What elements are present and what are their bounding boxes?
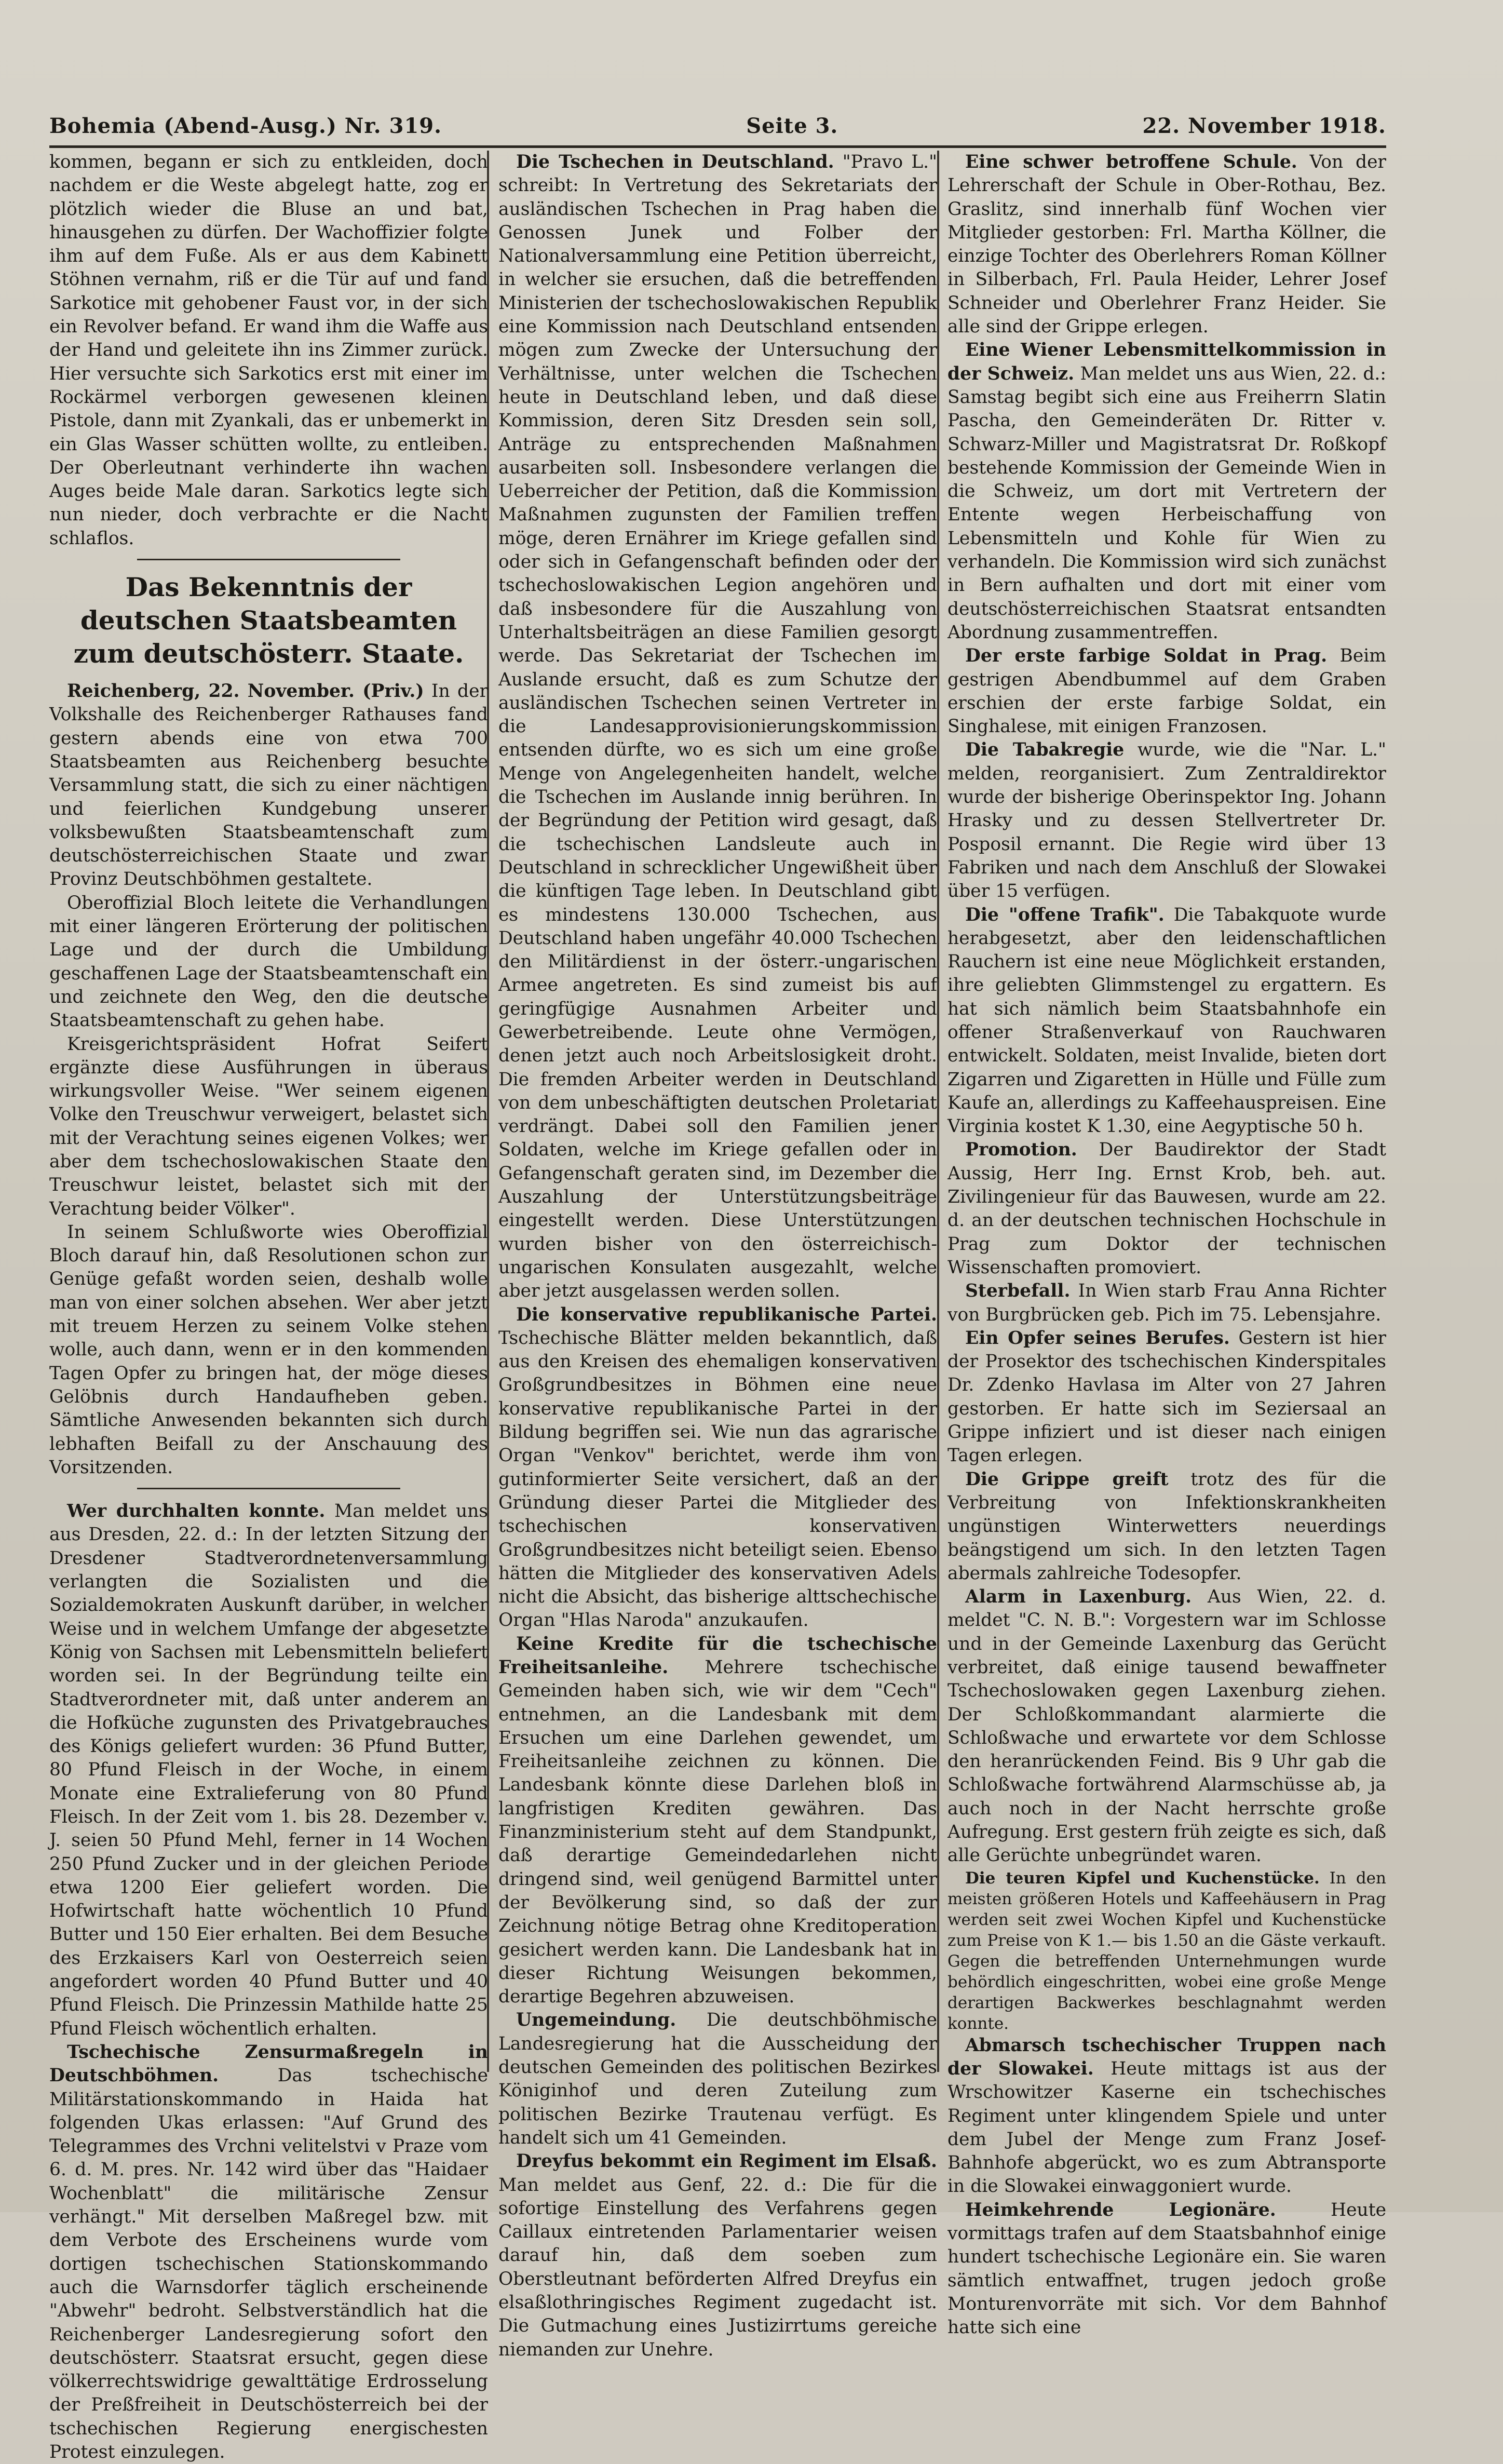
article-text: Das tschechische Militärstationskommando in Haida hat folgenden Ukas erlassen: "Auf Grund des Telegrammes des Vrchni velitelstvi v Praze vom 6. d. M. pres. Nr. 142 wird über das "Haidaer Wochenblatt" die militärische Zensur verhängt." Mit derselben Maßregel bzw. mit dem Verbote des Erscheinens wurde vom dortigen tschechischen Stationskommando auch die Warnsdorfer täglich erscheinende "Abwehr" bedroht. Selbstverständlich hat die Reichenberger Landesregierung sofort den deutschösterr. Staatsrat ersucht, gegen diese völkerrechtswidrige gewalttätige Erdrosselung der Preßfreiheit in Deutschösterreich bei der tschechischen Regierung energischesten Protest einzulegen. [49, 2065, 488, 2463]
article-lead: Keine Kredite für die tschechische Freiheitsanleihe. [498, 1633, 937, 1678]
issue-date: 22. November 1918. [1142, 114, 1386, 138]
article-paragraph [947, 904, 1386, 1139]
article-paragraph [49, 2041, 488, 2464]
article-paragraph [498, 1633, 937, 2009]
article-separator [137, 1488, 400, 1489]
article-paragraph [947, 339, 1386, 644]
article-text: Die deutschböhmische Landesregierung hat die Ausscheidung der deutschen Gemeinden des politischen Bezirkes Königinhof und deren Zuteilung zum politischen Bezirke Trautenau verfügt. Es handelt sich um 41 Gemeinden. [498, 2010, 937, 2148]
article-lead: Eine Wiener Lebensmittelkommission in der Schweiz. [947, 340, 1386, 384]
column-3 [947, 151, 1387, 2338]
column-1 [49, 151, 488, 2463]
article-paragraph [947, 644, 1386, 738]
article-paragraph [498, 2150, 937, 2362]
article-text: trotz des für die Verbreitung von Infektionskrankheiten ungünstigen Winterwetters neuerdings beängstigend um sich. In den letzten Tagen abermals zahlreiche Todesopfer. [947, 1469, 1386, 1584]
article-lead: Sterbefall. [965, 1281, 1071, 1302]
article-lead: Ungemeindung. [516, 2010, 676, 2031]
article-paragraph [498, 151, 937, 1303]
article-text: In der Volkshalle des Reichenberger Rathauses fand gestern abends eine von etwa 700 Staatsbeamten aus Reichenberg besuchte Versammlung statt, die sich zu einer nächtigen und feierlichen Kundgebung unserer volksbewußten Staatsbeamtenschaft zum deutschösterreichischen Staate und zwar Provinz Deutschböhmen gestaltete. [49, 681, 488, 890]
article-paragraph [947, 1327, 1386, 1468]
article-lead: Die Grippe greift [965, 1469, 1169, 1490]
article-paragraph [49, 1033, 488, 1221]
article-text: Oberoffizial Bloch leitete die Verhandlungen mit einer längeren Erörterung der politischen Lage und der durch die Umbildung geschaffenen Lage der Staatsbeamtenschaft ein und zeichnete den Weg, den die deutsche Staatsbeamtenschaft zu gehen habe. [49, 892, 488, 1031]
article-text: In Wien starb Frau Anna Richter von Burgbrücken geb. Pich im 75. Lebensjahre. [947, 1281, 1386, 1325]
article-paragraph [947, 2034, 1386, 2199]
article-text: Aus Wien, 22. d. meldet "C. N. B.": Vorgestern war im Schlosse und in der Gemeinde Laxenburg das Gerücht verbreitet, daß einige tausend bewaffneter Tschechoslowaken gegen Laxenburg ziehen. Der Schloßkommandant alarmierte die Schloßwache und erwartete vor dem Schlosse den heranrückenden Feind. Bis 9 Uhr gab die Schloßwache fortwährend Alarmschüsse ab, ja auch noch in der Nacht herrschte große Aufregung. Erst gestern früh zeigte es sich, daß alle Gerüchte unbegründet waren. [947, 1586, 1386, 1866]
article-text: Von der Lehrerschaft der Schule in Ober-Rothau, Bez. Graslitz, sind innerhalb fünf Wochen vier Mitglieder gestorben: Frl. Martha Köllner, die einzige Tochter des Oberlehrers Roman Köllner in Silberbach, Frl. Paula Heider, Lehrer Josef Schneider und Oberlehrer Franz Heider. Sie alle sind der Grippe erlegen. [947, 152, 1386, 338]
article-paragraph [947, 1138, 1386, 1280]
masthead-edition: Bohemia (Abend-Ausg.) Nr. 319. [49, 114, 442, 138]
article-lead: Die konservative republikanische Partei. [516, 1304, 937, 1325]
article-text: Die Tabakquote wurde herabgesetzt, aber den leidenschaftlichen Rauchern ist eine neue Möglichkeit erstanden, ihre geliebten Glimmstengel zu ergattern. Es hat sich nämlich beim Staatsbahnhofe ein offener Straßenverkauf von Rauchwaren entwickelt. Soldaten, meist Invalide, bieten dort Zigarren und Zigaretten in Hülle und Fülle zum Kaufe an, allerdings zu Kaffeehauspreisen. Eine Virginia kostet K 1.30, eine Aegyptische 50 h. [947, 904, 1387, 1137]
article-lead: Die "offene Trafik". [965, 904, 1165, 925]
article-lead: Die teuren Kipfel und Kuchenstücke. [965, 1868, 1320, 1888]
article-lead: Die Tschechen in Deutschland. [516, 152, 834, 172]
article-text: Heute mittags ist aus der Wrschowitzer Kaserne ein tschechisches Regiment unter klingendem Spiele und unter dem Jubel der Menge zum Franz Josef-Bahnhofe abgerückt, wo es zum Abtransporte in die Slowakei einwaggoniert wurde. [947, 2058, 1386, 2197]
article-text: Beim gestrigen Abendbummel auf dem Graben erschien der erste farbige Soldat, ein Singhalese, mit einigen Franzosen. [947, 645, 1386, 737]
article-paragraph [49, 1500, 488, 2041]
article-paragraph [49, 892, 488, 1033]
article-paragraph [498, 2009, 937, 2150]
article-text: Tschechische Blätter melden bekanntlich, daß aus den Kreisen des ehemaligen konservativen Großgrundbesitzes in Böhmen eine neue konservative republikanische Partei in der Bildung begriffen sei. Wie nun das agrarische Organ "Venkov" berichtet, werde ihm von gutinformierter Seite versichert, daß an der Gründung dieser Partei die Mitglieder des tschechischen konservativen Großgrundbesitzes nicht beteiligt seien. Ebenso hätten die Mitglieder des konservativen Adels nicht die Absicht, das bisherige alttschechische Organ "Hlas Naroda" anzukaufen. [498, 1327, 937, 1631]
article-text: "Pravo L." schreibt: In Vertretung des Sekretariats der ausländischen Tschechen in Prag haben die Genossen Junek und Folber der Nationalversammlung eine Petition überreicht, in welcher sie ersuchen, daß die betreffenden Ministerien der tschechoslowakischen Republik eine Kommission nach Deutschland entsenden mögen zum Zwecke der Untersuchung der Verhältnisse, unter welchen die Tschechen heute in Deutschland leben, und daß diese Kommission, deren Sitz Dresden sein soll, Anträge zu entsprechenden Maßnahmen ausarbeiten soll. Insbesondere verlangen die Ueberreicher der Petition, daß die Kommission Maßnahmen zugunsten der Familien treffen möge, deren Ernährer im Kriege gefallen sind oder sich in Gefangenschaft befinden oder der tschechoslowakischen Legion angehören und daß insbesondere für die Auszahlung von Unterhaltsbeiträgen an diese Familien gesorgt werde. Das Sekretariat der Tschechen im Auslande ersucht, daß es zum Schutze der ausländischen Tschechen seinen Vertreter in die Landesapprovisionierungskommission entsenden dürfte, wo es sich um eine große Menge von Angelegenheiten handelt, welche die Tschechen im Auslande innig berühren. In der Begründung der Petition wird gesagt, daß die tschechischen Landsleute auch in Deutschland in schrecklicher Ungewißheit über die künftigen Tage leben. In Deutschland gibt es mindestens 130.000 Tschechen, aus Deutschland haben ungefähr 40.000 Tschechen den Militärdienst in der österr.-ungarischen Armee angetreten. Es sind zumeist bis auf geringfügige Ausnahmen Arbeiter und Gewerbetreibende. Leute ohne Vermögen, denen jetzt auch noch Arbeitslosigkeit droht. Die fremden Arbeiter werden in Deutschland von dem unbeschäftigten deutschen Proletariat verdrängt. Dabei soll den Familien jener Soldaten, welche im Kriege gefallen oder in Gefangenschaft geraten sind, im Dezember die Auszahlung der Unterstützungsbeiträge eingestellt werden. Diese Unterstützungen wurden bisher von den österreichisch-ungarischen Konsulaten ausgezahlt, welche aber jetzt ausgelassen werden sollen. [498, 152, 937, 1302]
article-text: Gestern ist hier der Prosektor des tschechischen Kinderspitales Dr. Zdenko Havlasa im Alter von 27 Jahren gestorben. Er hatte sich im Seziersaal an Grippe infiziert und ist dieser nach einigen Tagen erlegen. [947, 1327, 1386, 1466]
article-lead: Dreyfus bekommt ein Regiment im Elsaß. [516, 2151, 937, 2172]
article-lead: Eine schwer betroffene Schule. [965, 152, 1297, 172]
column-2 [498, 151, 937, 2360]
article-paragraph [947, 151, 1386, 339]
article-lead: Ein Opfer seines Berufes. [965, 1327, 1230, 1349]
article-text: Man meldet uns aus Wien, 22. d.: Samstag begibt sich eine aus Freiherrn Slatin Pascha, den Gemeinderäten Dr. Ritter v. Schwarz-Miller und Magistratsrat Dr. Roßkopf bestehende Kommission der Gemeinde Wien in die Schweiz, um dort mit Vertretern der Entente wegen Herbeischaffung von Lebensmitteln und Kohle für Wien zu verhandeln. Die Kommission wird sich zunächst in Bern aufhalten und dort mit einer vom deutschösterreichischen Staatsrat entsandten Abordnung zusammentreffen. [947, 363, 1386, 643]
article-text: Man meldet uns aus Dresden, 22. d.: In der letzten Sitzung der Dresdener Stadtverordnetenversammlung verlangten die Sozialisten und die Sozialdemokraten Auskunft darüber, in welcher Weise und in welchem Umfange der abgesetzte König von Sachsen mit Lebensmitteln beliefert worden sei. In der Begründung teilte ein Stadtverordneter mit, daß unter anderem an die Hofküche zugunsten des Privatgebrauches des Königs geliefert wurden: 36 Pfund Butter, 80 Pfund Fleisch in der Woche, in einem Monate eine Extralieferung von 80 Pfund Fleisch. In der Zeit vom 1. bis 28. Dezember v. J. seien 50 Pfund Mehl, ferner in 14 Wochen 250 Pfund Zucker und in der gleichen Periode etwa 1200 Eier geliefert worden. Die Hofwirtschaft hatte wöchentlich 10 Pfund Butter und 150 Eier erhalten. Bei dem Besuche des Erzkaisers Karl von Oesterreich seien angefordert worden 40 Pfund Butter und 40 Pfund Fleisch. Die Prinzessin Mathilde hatte 25 Pfund Fleisch wöchentlich erhalten. [49, 1501, 488, 2039]
article-lead: Reichenberg, 22. November. (Priv.) [67, 681, 424, 702]
article-paragraph [947, 1868, 1386, 2034]
article-text: Der Baudirektor der Stadt Aussig, Herr Ing. Ernst Krob, beh. aut. Zivilingenieur für das Bauwesen, wurde am 22. d. an der deutschen technischen Hochschule in Prag zum Doktor der technischen Wissenschaften promoviert. [947, 1139, 1386, 1278]
article-paragraph [49, 680, 488, 892]
article-paragraph [947, 738, 1386, 903]
column-rule-2 [937, 151, 939, 2072]
article-lead: Alarm in Laxenburg. [965, 1586, 1192, 1608]
article-lead: Der erste farbige Soldat in Prag. [965, 645, 1328, 667]
article-text: kommen, begann er sich zu entkleiden, doch nachdem er die Weste abgelegt hatte, zog er plötzlich wieder die Bluse an und bat, hinausgehen zu dürfen. Der Wachoffizier folgte ihm auf dem Fuße. Als er aus dem Kabinett Stöhnen vernahm, riß er die Tür auf und fand Sarkotice mit gehobener Faust vor, in der sich ein Revolver befand. Er wand ihm die Waffe aus der Hand und geleitete ihn ins Zimmer zurück. Hier versuchte sich Sarkotics erst mit einer im Rockärmel verborgen gewesenen kleinen Pistole, dann mit Zyankali, das er unbemerkt in ein Glas Wasser schütten wollte, zu entleiben. Der Oberleutnant verhinderte ihn wachen Auges beide Male daran. Sarkotics legte sich nun nieder, doch verbrachte er die Nacht schlaflos. [49, 152, 488, 549]
article-text: Kreisgerichtspräsident Hofrat Seifert ergänzte diese Ausführungen in überaus wirkungsvoller Weise. "Wer seinem eigenen Volke den Treuschwur verweigert, belastet sich mit der Verachtung seines eigenen Volkes; wer aber dem tschechoslowakischen Staate den Treuschwur leistet, belastet sich mit der Verachtung beider Völker". [49, 1033, 488, 1219]
article-text: In seinem Schlußworte wies Oberoffizial Bloch darauf hin, daß Resolutionen schon zur Genüge gefaßt worden seien, deshalb wolle man von einer solchen absehen. Wer aber jetzt mit treuem Herzen zu seinem Volke stehen wolle, auch dann, wenn er in den kommenden Tagen Opfer zu bringen hat, der möge dieses Gelöbnis durch Handaufheben geben. Sämtliche Anwesenden bekannten sich durch lebhaften Beifall zu der Anschauung des Vorsitzenden. [49, 1221, 488, 1478]
article-headline: Das Bekenntnis der deutschen Staatsbeamten zum deutschösterr. Staate. [73, 572, 464, 669]
article-lead: Heimkehrende Legionäre. [965, 2199, 1276, 2220]
page-number: Seite 3. [746, 114, 838, 138]
article-lead: Die Tabakregie [965, 739, 1125, 761]
article-lead: Wer durchhalten konnte. [67, 1501, 326, 1522]
article-lead: Abmarsch tschechischer Truppen nach der Slowakei. [947, 2035, 1386, 2079]
article-paragraph [498, 1303, 937, 1633]
article-text: In den meisten größeren Hotels und Kaffeehäusern in Prag werden seit zwei Wochen Kipfel und Kuchenstücke zum Preise von K 1.— bis 1.50 an die Gäste verkauft. Gegen die betreffenden Unternehmungen wurde behördlich eingeschritten, wobei eine große Menge derartigen Backwerkes beschlagnahmt werden konnte. [947, 1868, 1386, 2033]
page-header [49, 99, 1386, 148]
article-paragraph [49, 151, 488, 550]
article-text: Heute vormittags trafen auf dem Staatsbahnhof einige hundert tschechische Legionäre ein. Sie waren sämtlich entwaffnet, trugen jedoch große Monturenvorräte mit sich. Vor dem Bahnhof hatte sich eine [947, 2199, 1386, 2338]
article-paragraph [947, 1585, 1386, 1868]
article-paragraph [49, 1221, 488, 1479]
article-paragraph [947, 1280, 1386, 1327]
article-lead: Tschechische Zensurmaßregeln in Deutschböhmen. [49, 2041, 488, 2086]
article-separator [137, 559, 400, 560]
article-text: Man meldet aus Genf, 22. d.: Die für die sofortige Einstellung des Verfahrens gegen Caillaux eintretenden Parlamentarier weisen darauf hin, daß dem soeben zum Oberstleutnant beförderten Alfred Dreyfus ein elsaßlothringisches Regiment zugedacht ist. Die Gutmachung eines Justizirrtums gereiche niemanden zur Unehre. [498, 2174, 937, 2360]
article-text: Mehrere tschechische Gemeinden haben sich, wie wir dem "Cech" entnehmen, an die Landesbank mit dem Ersuchen um eine Darlehen gewendet, um Freiheitsanleihe zeichnen zu können. Die Landesbank könnte diese Darlehen bloß in langfristigen Krediten gewähren. Das Finanzministerium steht auf dem Standpunkt, daß derartige Gemeindedarlehen nicht dringend sind, weil genügend Barmittel unter der Bevölkerung sind, so daß der zur Zeichnung nötige Betrag ohne Kreditoperation gesichert werden kann. Die Landesbank hat in dieser Richtung Weisungen bekommen, derartige Begehren abzuweisen. [498, 1657, 937, 2008]
article-text: wurde, wie die "Nar. L." melden, reorganisiert. Zum Zentraldirektor wurde der bisherige Oberinspektor Ing. Johann Hrasky und zu dessen Stellvertreter Dr. Posposil ernannt. Die Regie wird über 13 Fabriken und nach dem Anschluß der Slowakei über 15 verfügen. [947, 739, 1386, 902]
article-paragraph [947, 2199, 1386, 2340]
article-paragraph [947, 1468, 1386, 1585]
article-lead: Promotion. [965, 1139, 1077, 1161]
